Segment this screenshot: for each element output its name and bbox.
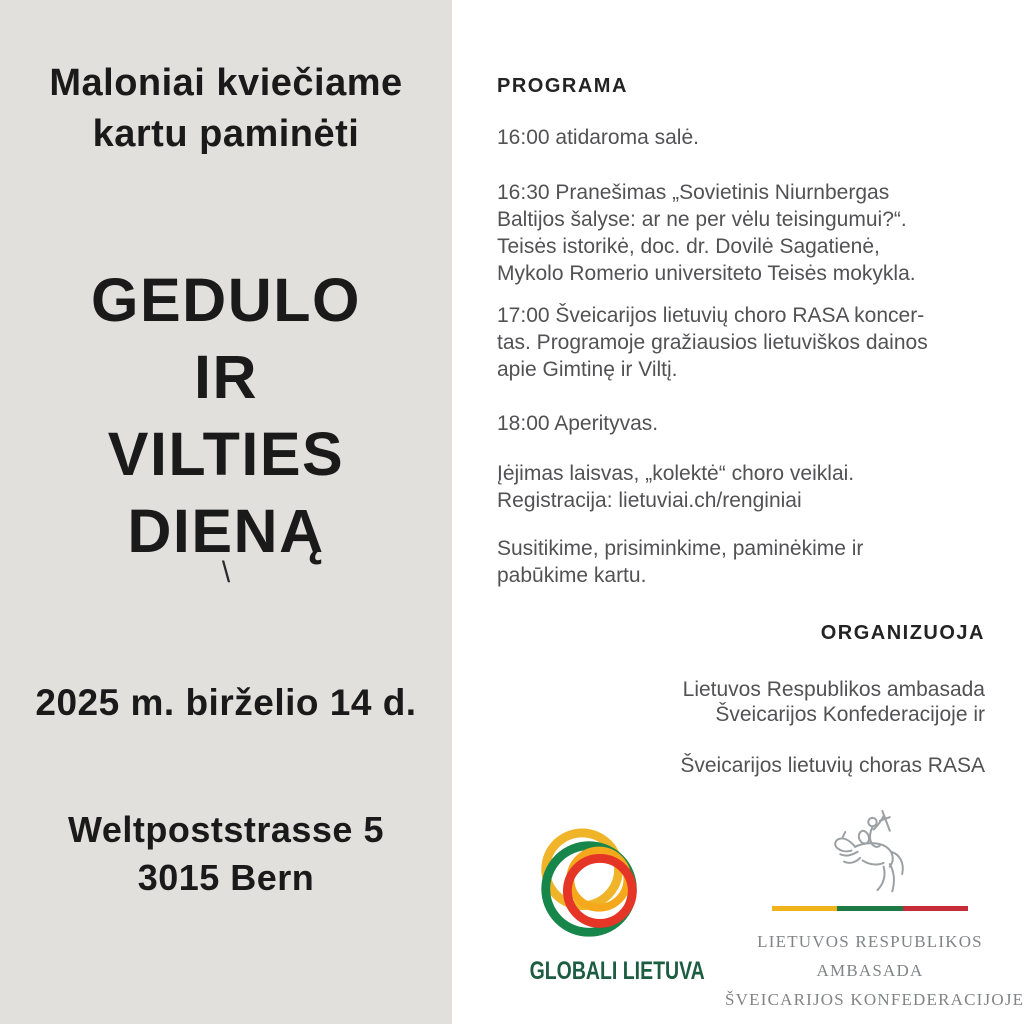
event-address bbox=[0, 806, 452, 902]
flag-red-segment bbox=[903, 906, 968, 911]
embassy-name: LIETUVOS RESPUBLIKOS AMBASADA ŠVEICARIJOS KONFEDERACIJOJE bbox=[725, 932, 1024, 1009]
title-line: VILTIES bbox=[107, 420, 345, 488]
title-line: GEDULO bbox=[91, 266, 361, 334]
entry-registration-note: Įėjimas laisvas, „kolektė“ choro veiklai. Registracija: lietuviai.ch/renginiai bbox=[497, 460, 985, 514]
event-title bbox=[0, 262, 452, 570]
program-item-1600: 16:00 atidaroma salė. bbox=[497, 126, 699, 149]
address-line: 3015 Bern bbox=[137, 857, 315, 898]
title-line: DIENĄ bbox=[127, 497, 325, 565]
organizer-choir: Šveicarijos lietuvių choras RASA bbox=[680, 754, 985, 777]
intro-line: Maloniai kviečiame bbox=[49, 62, 403, 104]
title-line: IR bbox=[194, 343, 258, 411]
program-heading: PROGRAMA bbox=[497, 75, 628, 97]
event-date: 2025 m. birželio 14 d. bbox=[35, 682, 417, 723]
organizers-heading: ORGANIZUOJA bbox=[820, 622, 985, 644]
flag-yellow-segment bbox=[772, 906, 837, 911]
organizer-embassy: Lietuvos Respublikos ambasada Šveicarijos Konfederacijoje ir bbox=[682, 678, 985, 726]
registration-url: Registracija: lietuviai.ch/renginiai bbox=[497, 489, 802, 512]
address-line: Weltpoststrasse 5 bbox=[68, 809, 384, 850]
globali-rings-icon bbox=[528, 826, 656, 948]
program-item-1700: 17:00 Šveicarijos lietuvių choro RASA koncer- tas. Programoje gražiausios lietuviškos dainos apie Gimtinę ir Viltį. bbox=[497, 304, 928, 381]
globali-logo-label: GLOBALI LIETUVA bbox=[529, 957, 705, 985]
left-panel bbox=[0, 0, 452, 1024]
invitation-intro bbox=[0, 58, 452, 160]
lithuanian-flag-stripe bbox=[772, 906, 968, 911]
globali-lietuva-logo bbox=[512, 826, 705, 986]
title-accent-mark: \ bbox=[221, 556, 231, 589]
program-item-1800: 18:00 Aperityvas. bbox=[497, 412, 659, 435]
embassy-logo bbox=[725, 806, 1024, 1014]
intro-line: kartu paminėti bbox=[92, 113, 360, 155]
closing-message: Susitikime, prisiminkime, paminėkime ir pabūkime kartu. bbox=[497, 537, 864, 587]
vytis-emblem-icon bbox=[808, 806, 932, 900]
program-item-1630: 16:30 Pranešimas „Sovietinis Niurnbergas Baltijos šalyse: ar ne per vėlu teisingumui?“. Teisės istorikė, doc. dr. Dovilė Sagatienė, Mykolo Romerio universiteto Teisės mokykla. bbox=[497, 181, 916, 285]
flag-green-segment bbox=[837, 906, 902, 911]
